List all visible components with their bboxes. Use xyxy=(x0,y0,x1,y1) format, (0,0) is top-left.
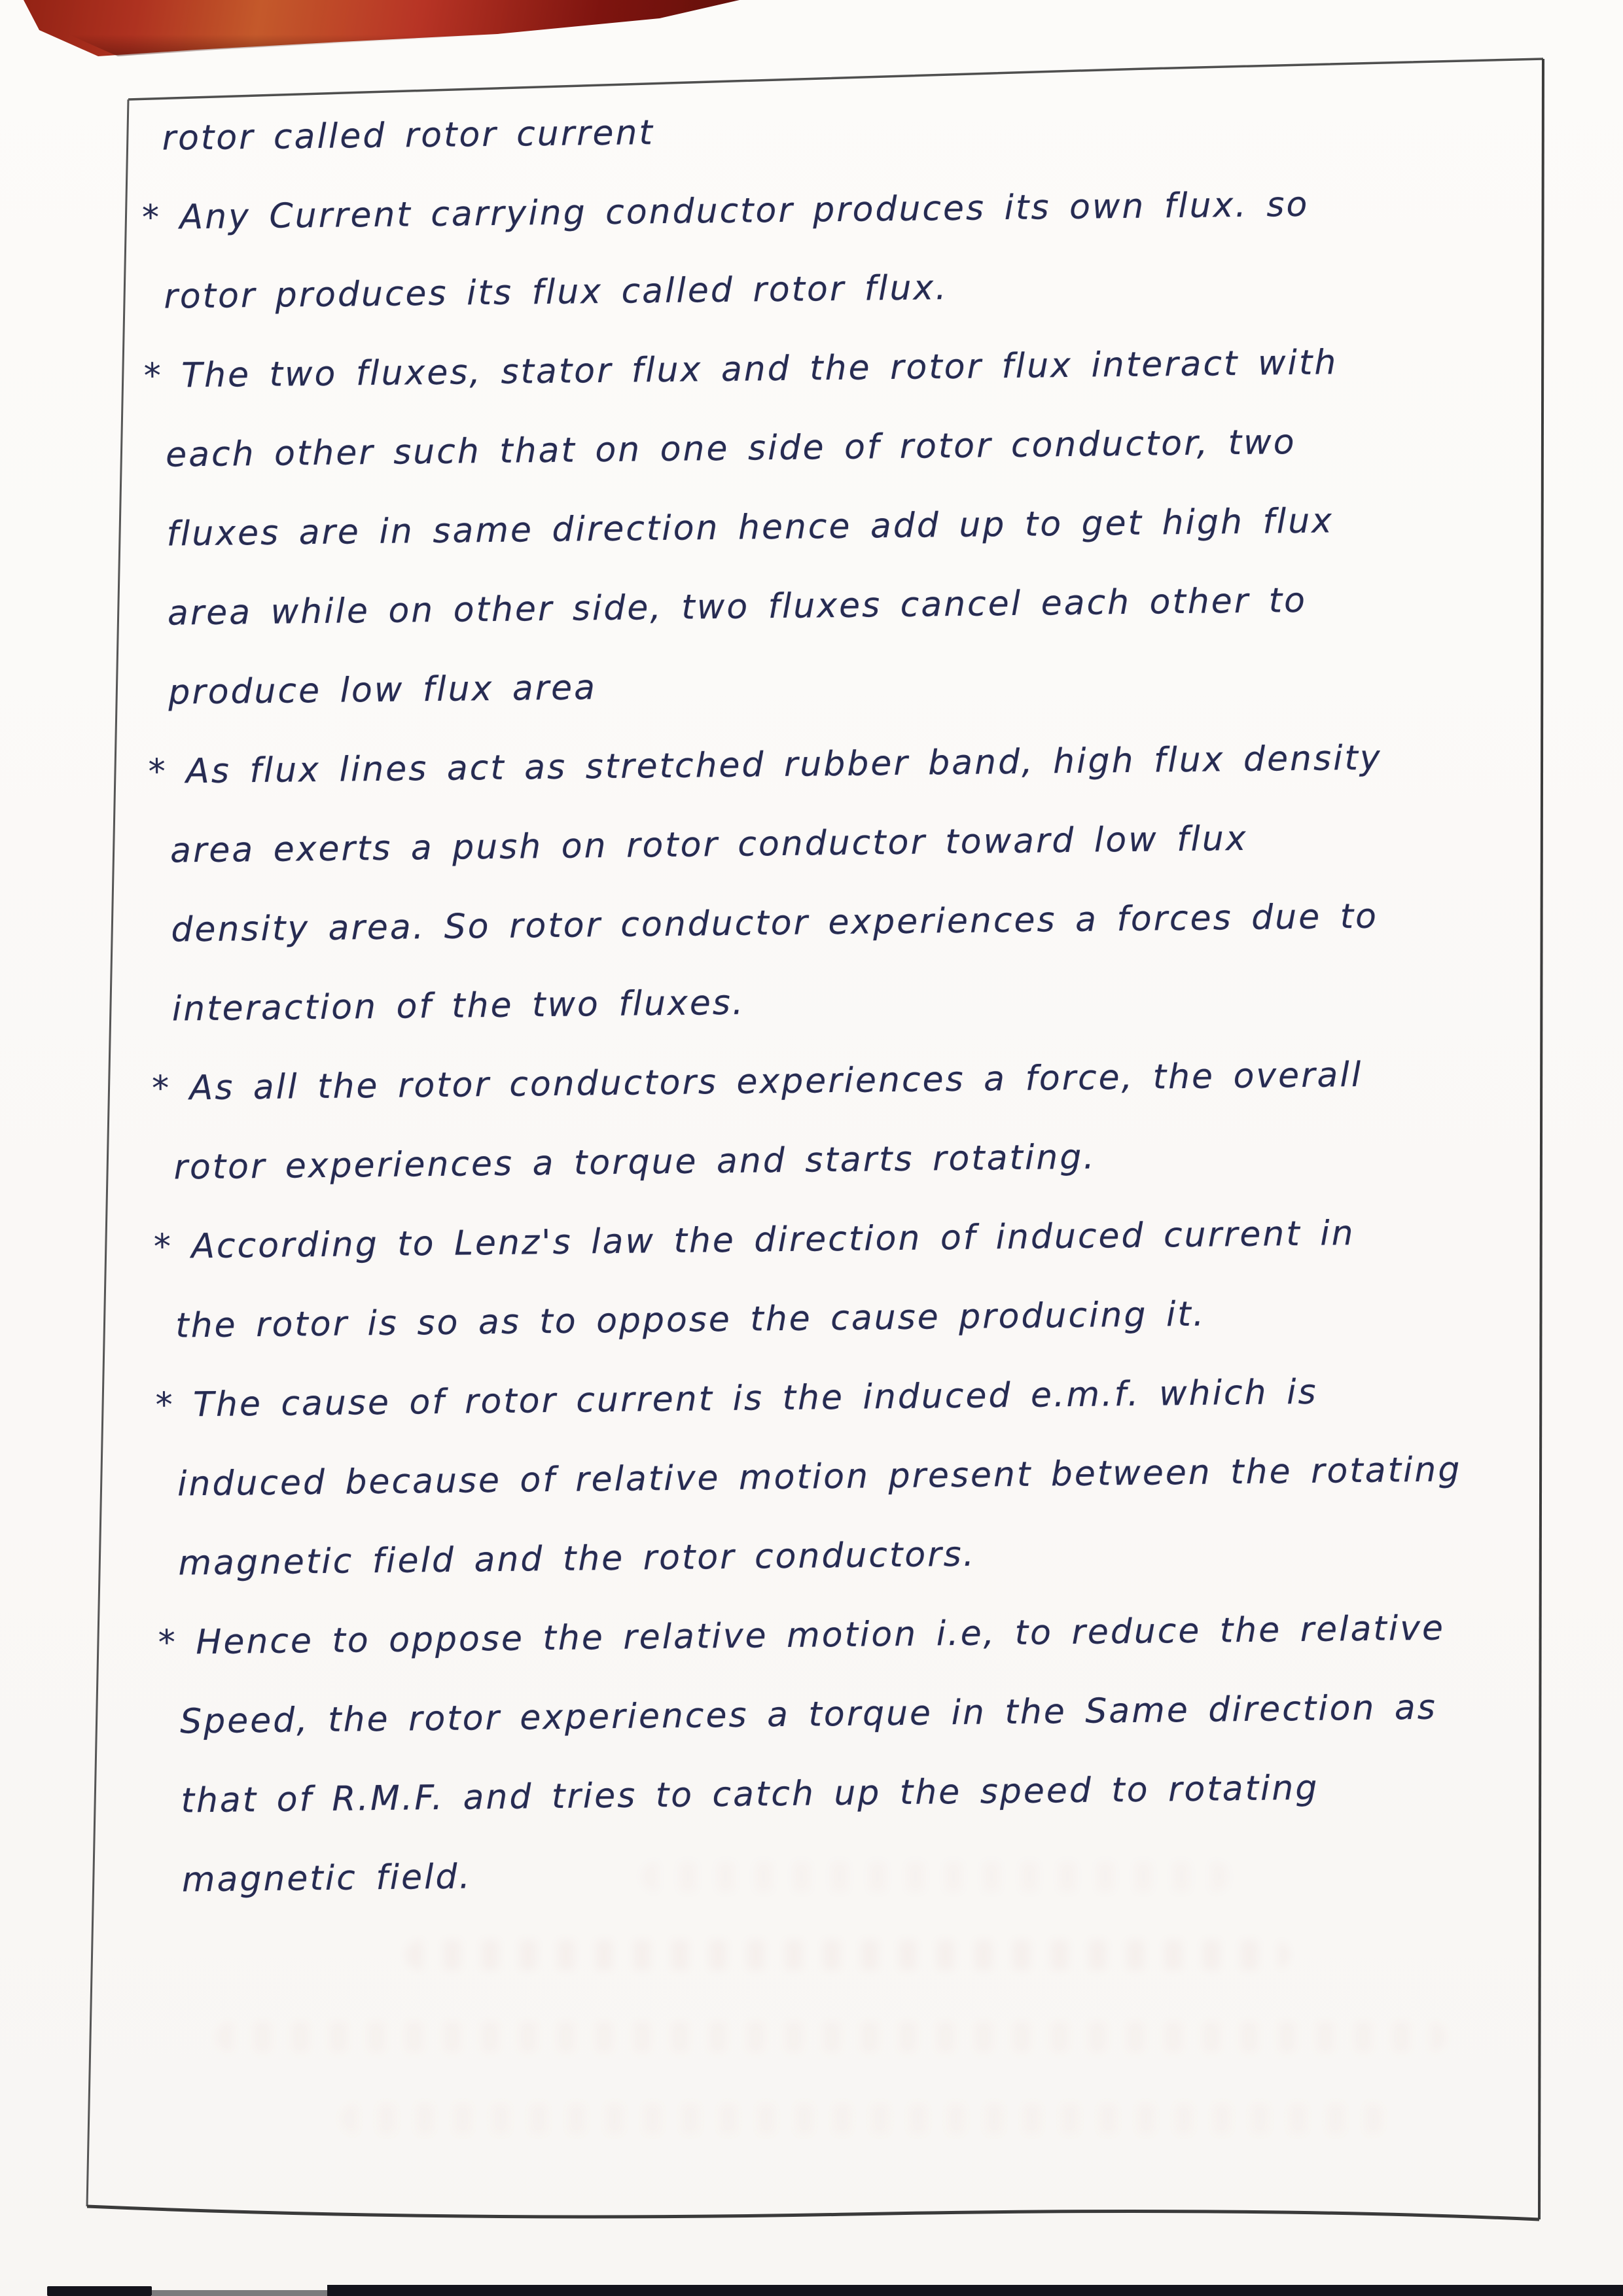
handwritten-line: interaction of the two fluxes. xyxy=(171,983,745,1029)
handwritten-line: * According to Lenz's law the direction of induced current in xyxy=(153,1214,1355,1267)
handwritten-line: rotor experiences a torque and starts rotating. xyxy=(173,1137,1097,1188)
handwritten-line: the rotor is so as to oppose the cause producing it. xyxy=(175,1294,1206,1346)
handwritten-line: rotor produces its flux called rotor flux. xyxy=(164,268,949,317)
handwritten-line: * Any Current carrying conductor produces its own flux. so xyxy=(141,185,1310,238)
handwritten-line: * The cause of rotor current is the induced e.m.f. which is xyxy=(155,1372,1318,1425)
handwritten-line: density area. So rotor conductor experiences a forces due to xyxy=(171,896,1379,950)
handwritten-line: * The two fluxes, stator flux and the rotor flux interact with xyxy=(143,343,1338,396)
ink-bleed-smudge xyxy=(340,2104,1387,2134)
ink-bleed-smudge xyxy=(406,1940,1289,1970)
handwritten-line: that of R.M.F. and tries to catch up the speed to rotating xyxy=(181,1768,1319,1821)
handwritten-line: fluxes are in same direction hence add up to get high flux xyxy=(166,501,1334,554)
handwritten-notes xyxy=(141,83,1607,1920)
handwritten-line: magnetic field. xyxy=(181,1857,473,1900)
handwritten-line: * As flux lines act as stretched rubber band, high flux density xyxy=(148,738,1382,792)
handwritten-line: each other such that on one side of rotor conductor, two xyxy=(165,423,1296,475)
handwritten-line: area exerts a push on rotor conductor toward low flux xyxy=(169,819,1248,871)
handwritten-line: induced because of relative motion present between the rotating xyxy=(177,1450,1462,1504)
handwritten-line: * As all the rotor conductors experiences a force, the overall xyxy=(151,1055,1363,1108)
handwritten-line: area while on other side, two fluxes cancel each other to xyxy=(167,580,1308,633)
handwritten-line: rotor called rotor current xyxy=(162,113,655,158)
next-page-edge xyxy=(47,2286,152,2296)
next-page-edge xyxy=(152,2290,327,2296)
handwritten-line: magnetic field and the rotor conductors. xyxy=(178,1534,976,1583)
ink-bleed-smudge xyxy=(641,1862,1230,1892)
handwritten-line: * Hence to oppose the relative motion i.e, to reduce the relative xyxy=(158,1608,1446,1663)
handwritten-line: produce low flux area xyxy=(168,668,597,713)
handwritten-line: Speed, the rotor experiences a torque in the Same direction as xyxy=(179,1687,1438,1742)
next-page-edge xyxy=(327,2285,1623,2296)
ink-bleed-smudge xyxy=(216,2022,1446,2052)
